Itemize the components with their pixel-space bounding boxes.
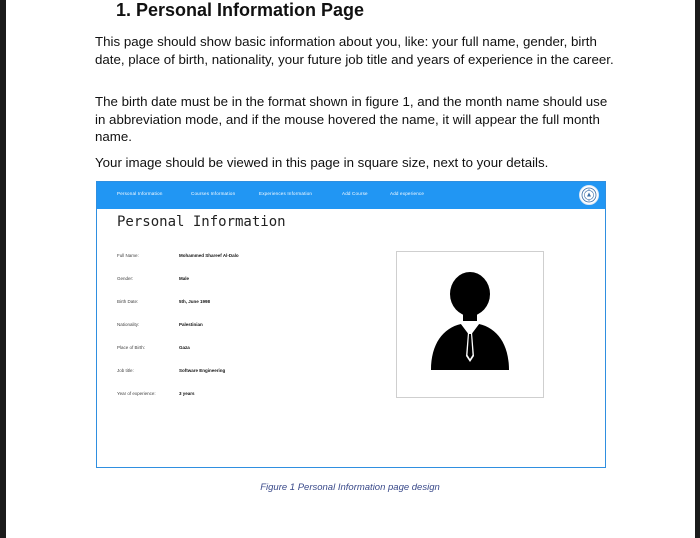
label-gender: Gender:: [117, 276, 134, 281]
nav-item-personal-information[interactable]: Personal Information: [117, 191, 163, 196]
value-years-experience: 3 years: [179, 391, 195, 396]
left-window-edge: [0, 0, 6, 538]
value-full-name: Mohammed Shareef Al-Dalo: [179, 253, 239, 258]
profile-photo-frame: [396, 251, 544, 398]
label-job-title: Job title:: [117, 368, 134, 373]
figure-caption: Figure 1 Personal Information page design: [260, 482, 440, 493]
page-heading: 1. Personal Information Page: [116, 0, 365, 20]
nav-item-experiences-information[interactable]: Experiences Information: [259, 191, 313, 196]
nav-item-add-course[interactable]: Add Course: [342, 191, 368, 196]
nav-item-courses-information[interactable]: Courses Information: [191, 191, 236, 196]
paragraph-image-rule: Your image should be viewed in this page in square size, next to your details.: [95, 155, 549, 170]
seal-graphic: [581, 187, 597, 203]
label-nationality: Nationality:: [117, 322, 140, 327]
figure-personal-info-design: [96, 181, 606, 468]
value-birth-date[interactable]: 5th, June 1998: [179, 299, 211, 304]
section-title: Personal Information: [117, 214, 286, 230]
businessman-avatar-icon: [397, 252, 543, 397]
mockup-navbar: [97, 182, 605, 209]
value-place-of-birth: Gaza: [179, 345, 190, 350]
label-years-experience: Year of experience:: [117, 391, 156, 396]
paragraph-intro: This page should show basic information about you, like: your full name, gender, birth date, place of birth, nationality, your future job title and years of experience in the career.: [95, 34, 614, 67]
nav-item-add-experience[interactable]: Add experience: [390, 191, 425, 196]
label-birth-date: Birth Date:: [117, 299, 139, 304]
value-gender: Male: [179, 276, 190, 281]
value-nationality: Palestinian: [179, 322, 203, 327]
label-place-of-birth: Place of Birth:: [117, 345, 146, 350]
university-seal-icon[interactable]: [579, 185, 599, 205]
paragraph-birthdate-rule: The birth date must be in the format shown in figure 1, and the month name should use in abbreviation mode, and if the mouse hovered the name, it will appear the full month name.: [95, 94, 608, 144]
right-window-edge: [695, 0, 700, 538]
value-job-title: Software Engineering: [179, 368, 226, 373]
label-full-name: Full Name:: [117, 253, 139, 258]
